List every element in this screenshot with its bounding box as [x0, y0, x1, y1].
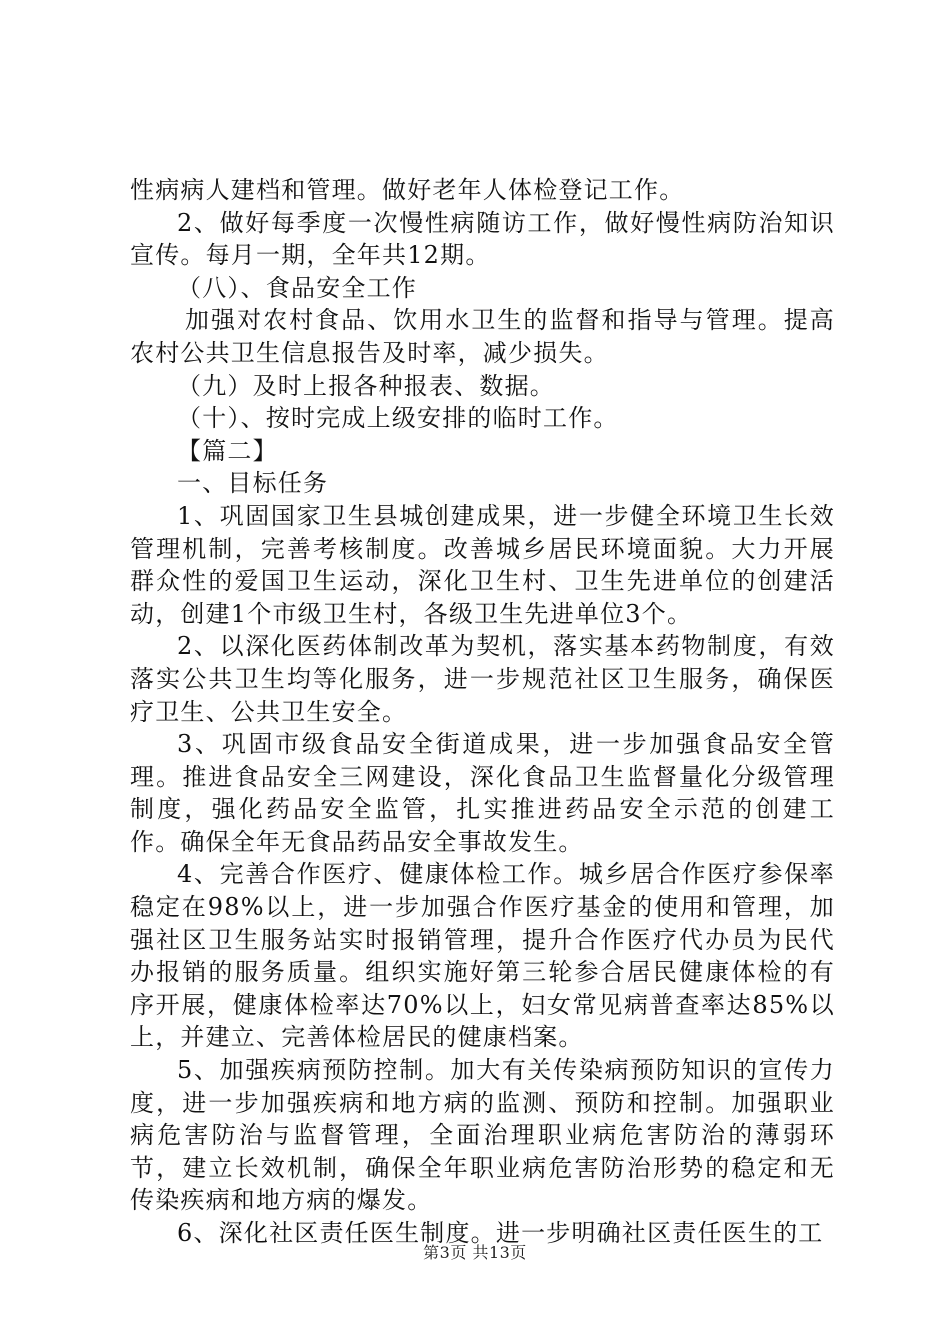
- paragraph-goal-1: 1、巩固国家卫生县城创建成果，进一步健全环境卫生长效管理机制，完善考核制度。改善城乡居民环境面貌。大力开展群众性的爱国卫生运动，深化卫生村、卫生先进单位的创建活动，创建1个市级卫生村，各级卫生先进单位3个。: [130, 501, 835, 628]
- paragraph-continuation: 性病病人建档和管理。做好老年人体检登记工作。: [130, 176, 685, 204]
- section-heading-goals: 一、目标任务: [177, 469, 329, 498]
- section-heading-reports: （九）及时上报各种报表、数据。: [177, 371, 555, 400]
- section-heading-food-safety: （八）、食品安全工作: [177, 273, 417, 302]
- paragraph-goal-6: 6、深化社区责任医生制度。进一步明确社区责任医生的工: [177, 1219, 824, 1247]
- page-footer: 第3页 共13页: [423, 1243, 527, 1262]
- paragraph-food-supervision: 加强对农村食品、饮用水卫生的监督和指导与管理。提高农村公共卫生信息报告及时率，减少损失。: [130, 306, 835, 367]
- paragraph-goal-3: 3、巩固市级食品安全街道成果，进一步加强食品安全管理。推进食品安全三网建设，深化食品卫生监督量化分级管理制度，强化药品安全监管，扎实推进药品安全示范的创建工作。确保全年无食品药品安全事故发生。: [130, 730, 835, 856]
- paragraph-chronic-followup: 2、做好每季度一次慢性病随访工作，做好慢性病防治知识宣传。每月一期，全年共12期。: [130, 208, 835, 270]
- document-body: [130, 174, 835, 1250]
- paragraph-goal-5: 5、加强疾病预防控制。加大有关传染病预防知识的宣传力度，进一步加强疾病和地方病的监测、预防和控制。加强职业病危害防治与监督管理，全面治理职业病危害防治的薄弱环节，建立长效机制，确保全年职业病危害防治形势的稳定和无传染疾病和地方病的爆发。: [130, 1056, 835, 1215]
- section-heading-temporary-work: （十）、按时完成上级安排的临时工作。: [177, 404, 619, 433]
- paragraph-goal-2: 2、以深化医药体制改革为契机，落实基本药物制度，有效落实公共卫生均等化服务，进一步规范社区卫生服务，确保医疗卫生、公共卫生安全。: [130, 632, 835, 726]
- paragraph-goal-4: 4、完善合作医疗、健康体检工作。城乡居合作医疗参保率稳定在98%以上，进一步加强合作医疗基金的使用和管理，加强社区卫生服务站实时报销管理，提升合作医疗代办员为民代办报销的服务质量。组织实施好第三轮参合居民健康体检的有序开展，健康体检率达70%以上，妇女常见病普查率达85%以上，并建立、完善体检居民的健康档案。: [130, 860, 835, 1052]
- part-heading: 【篇二】: [177, 436, 278, 465]
